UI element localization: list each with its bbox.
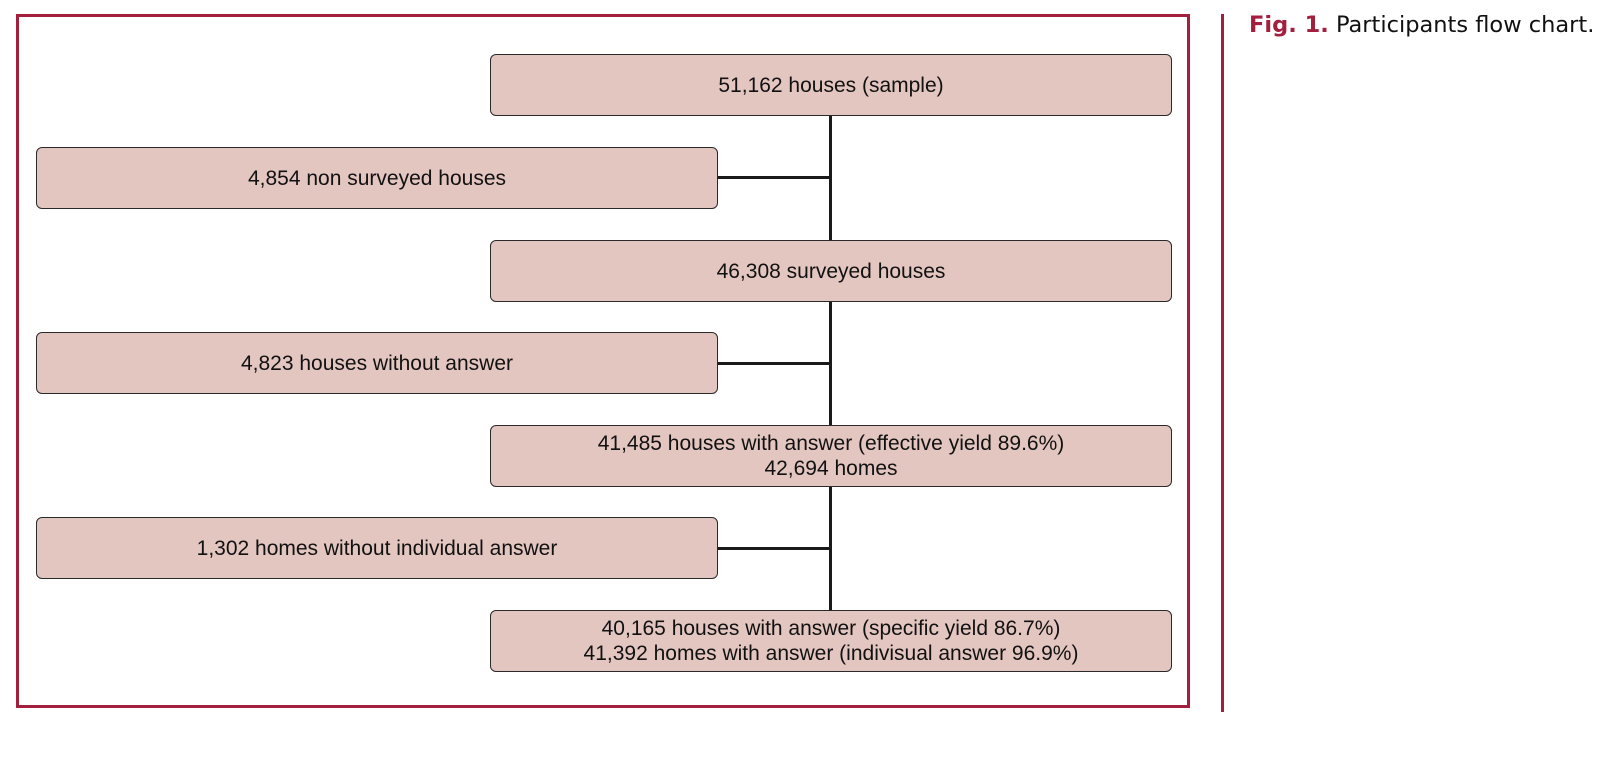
flow-box-final — [490, 610, 1172, 672]
flow-box-text: 41,392 homes with answer (indivisual answer 96.9%) — [583, 642, 1079, 665]
flow-box-sample — [490, 54, 1172, 116]
connector-exclusion-3 — [718, 547, 831, 550]
exclusion-box-no-answer — [36, 332, 718, 394]
exclusion-box-no-individual-answer — [36, 517, 718, 579]
connector-exclusion-1 — [718, 176, 831, 179]
figure-label: Fig. 1. — [1249, 12, 1329, 38]
flow-box-text: 51,162 houses (sample) — [718, 73, 944, 97]
exclusion-box-text: 1,302 homes without individual answer — [196, 536, 558, 560]
exclusion-box-non-surveyed — [36, 147, 718, 209]
connector-exclusion-2 — [718, 362, 831, 365]
figure-caption-text: Participants flow chart. — [1335, 12, 1595, 38]
flow-box-text: 42,694 homes — [764, 457, 898, 480]
flow-box-text: 46,308 surveyed houses — [716, 259, 946, 283]
figure-caption — [1249, 12, 1594, 38]
caption-divider — [1221, 14, 1224, 712]
exclusion-box-text: 4,823 houses without answer — [240, 351, 513, 375]
flow-box-surveyed — [490, 240, 1172, 302]
flow-box-answered — [490, 425, 1172, 487]
flow-box-text: 40,165 houses with answer (specific yield 86.7%) — [601, 617, 1061, 640]
exclusion-box-text: 4,854 non surveyed houses — [247, 166, 507, 190]
flow-box-text: 41,485 houses with answer (effective yield 89.6%) — [597, 432, 1065, 455]
